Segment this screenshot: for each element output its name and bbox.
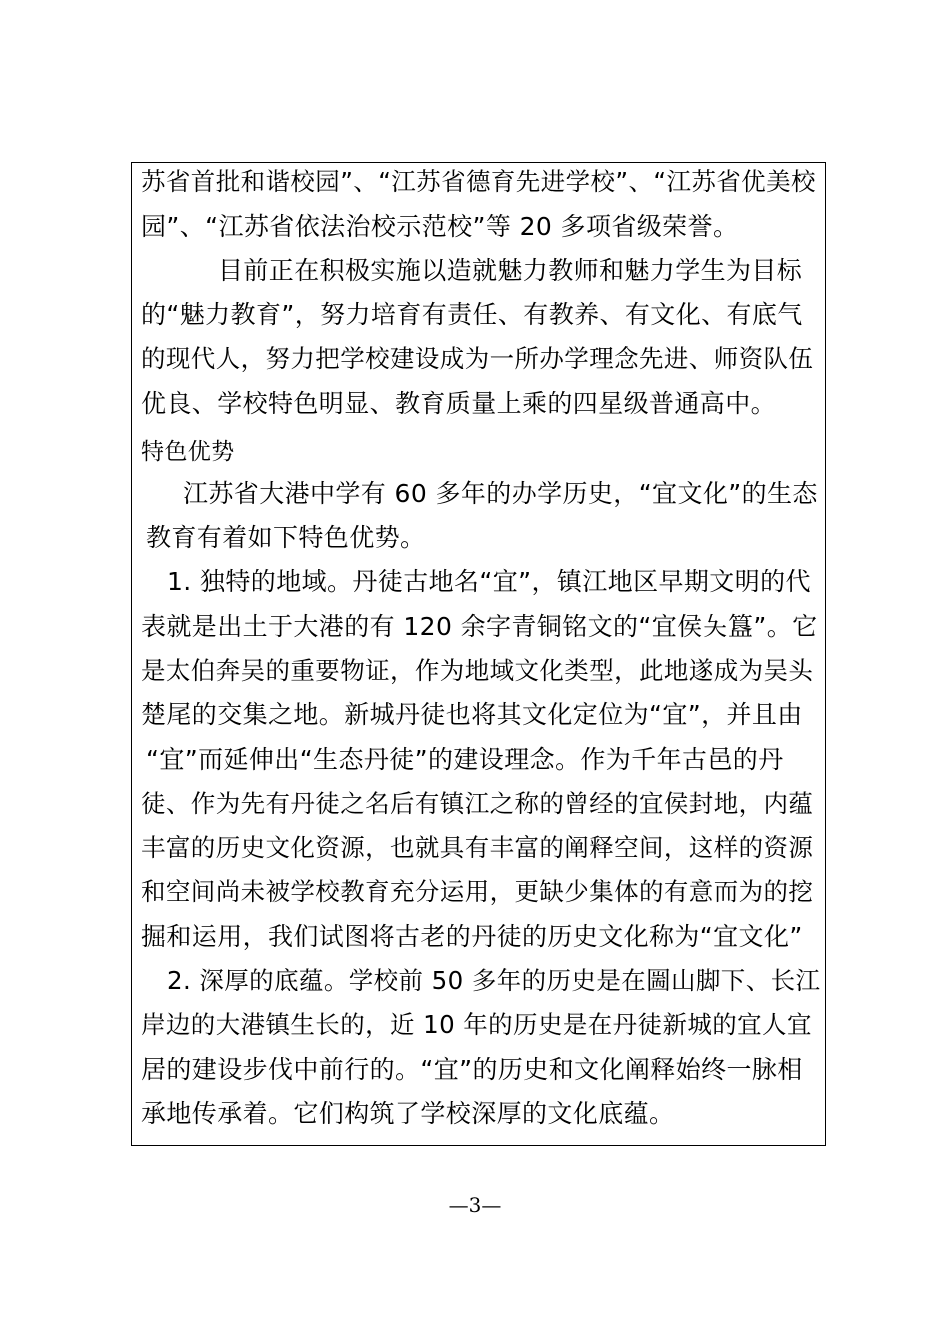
text-line: 承地传承着。它们构筑了学校深厚的文化底蕴。 <box>141 1099 675 1128</box>
paragraph-start-line: 目前正在积极实施以造就魅力教师和魅力学生为目标 <box>218 256 803 285</box>
text-line: 优良、学校特色明显、教育质量上乘的四星级普通高中。 <box>141 389 777 418</box>
text-line: 徒、作为先有丹徒之名后有镇江之称的曾经的宜侯封地，内蕴 <box>141 789 814 818</box>
text-line: 的现代人，努力把学校建设成为一所办学理念先进、师资队伍 <box>141 344 814 373</box>
text-line: 和空间尚未被学校教育充分运用，更缺少集体的有意而为的挖 <box>141 877 814 906</box>
text-line: 掘和运用，我们试图将古老的丹徒的历史文化称为“宜文化” <box>141 922 803 951</box>
text-line: 楚尾的交集之地。新城丹徒也将其文化定位为“宜”，并且由 <box>141 700 803 729</box>
text-line: 教育有着如下特色优势。 <box>146 523 426 552</box>
text-line: 岸边的大港镇生长的，近 10 年的历史是在丹徒新城的宜人宜 <box>141 1010 812 1039</box>
text-line: 居的建设步伐中前行的。“宜”的历史和文化阐释始终一脉相 <box>141 1055 803 1084</box>
text-line: 苏省首批和谐校园”、“江苏省德育先进学校”、“江苏省优美校 <box>141 167 816 196</box>
paragraph-start-line: 江苏省大港中学有 60 多年的办学历史，“宜文化”的生态 <box>183 479 818 508</box>
page-number: —3— <box>448 1193 502 1217</box>
text-line: 是太伯奔吴的重要物证，作为地域文化类型，此地遂成为吴头 <box>141 656 814 685</box>
text-line: “宜”而延伸出“生态丹徒”的建设理念。作为千年古邑的丹 <box>146 745 784 774</box>
list-item-start-line: 2. 深厚的底蕴。学校前 50 多年的历史是在圌山脚下、长江 <box>167 966 821 995</box>
text-line: 的“魅力教育”，努力培育有责任、有教养、有文化、有底气 <box>141 300 803 329</box>
text-line: 园”、“江苏省依法治校示范校”等 20 多项省级荣誉。 <box>141 212 739 241</box>
text-line: 丰富的历史文化资源，也就具有丰富的阐释空间，这样的资源 <box>141 833 814 862</box>
text-line: 表就是出土于大港的有 120 余字青铜铭文的“宜侯夨簋”。它 <box>141 612 818 641</box>
list-item-start-line: 1. 独特的地域。丹徒古地名“宜”，镇江地区早期文明的代 <box>167 567 811 596</box>
section-heading: 特色优势 <box>141 439 235 465</box>
